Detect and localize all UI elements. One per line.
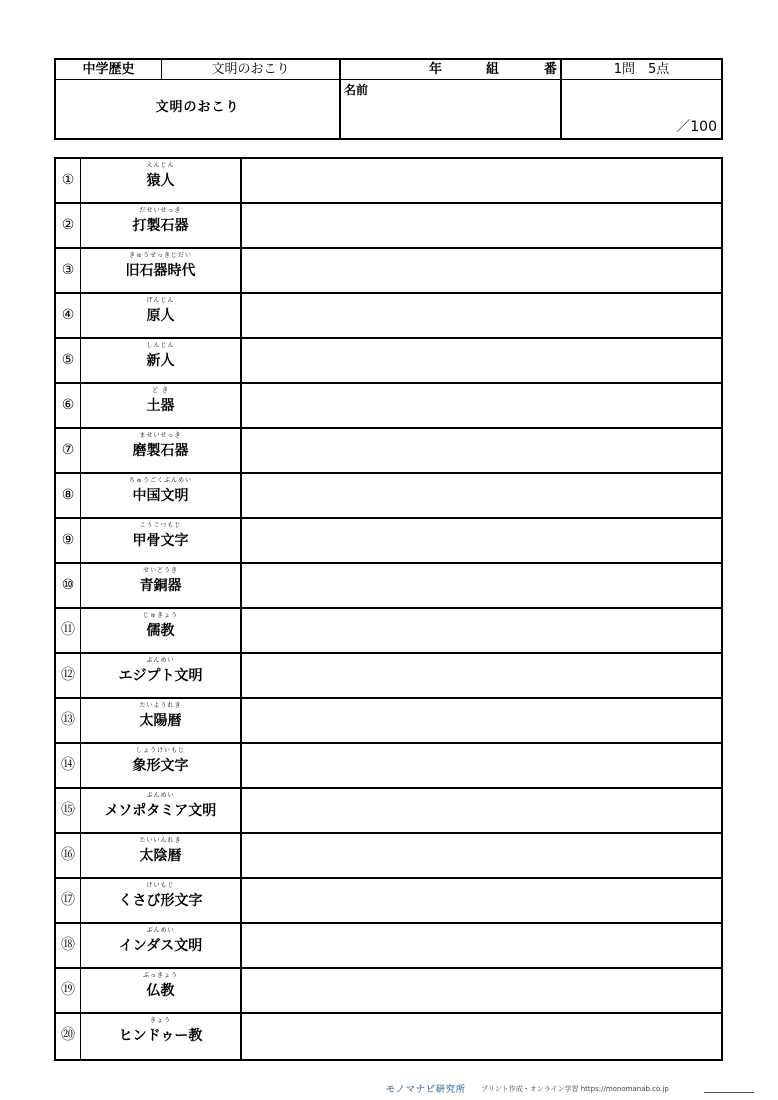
term-reading: ぶっきょう	[142, 972, 178, 979]
answer-field[interactable]	[242, 294, 721, 337]
term-text: 太陰暦	[139, 848, 182, 864]
term-text: 新人	[146, 353, 175, 369]
question-number: ⑬	[56, 699, 81, 742]
question-number: ⑧	[56, 474, 81, 517]
question-number: ⑩	[56, 564, 81, 607]
answer-field[interactable]	[242, 519, 721, 562]
brand-logo: モノマナビ研究所	[386, 1085, 466, 1095]
term-reading: ど き	[152, 387, 169, 394]
answer-field[interactable]	[242, 159, 721, 202]
answer-field[interactable]	[242, 564, 721, 607]
name-label: 名前	[344, 83, 369, 97]
term-text: エジプト文明	[118, 668, 203, 684]
name-field[interactable]	[341, 80, 562, 138]
term-reading: えんじん	[146, 162, 175, 169]
question-number: ③	[56, 249, 81, 292]
question-number: ⑳	[56, 1014, 81, 1059]
question-term	[81, 474, 242, 517]
question-number: ①	[56, 159, 81, 202]
question-term	[81, 384, 242, 427]
table-row	[56, 474, 721, 519]
term-text: 象形文字	[132, 758, 189, 774]
question-term	[81, 969, 242, 1012]
table-row	[56, 339, 721, 384]
table-row	[56, 1014, 721, 1059]
term-text: 儒教	[146, 623, 175, 639]
table-row	[56, 204, 721, 249]
question-term	[81, 699, 242, 742]
table-row	[56, 789, 721, 834]
answer-field[interactable]	[242, 789, 721, 832]
answer-field[interactable]	[242, 339, 721, 382]
question-number: ⑰	[56, 879, 81, 922]
answer-field[interactable]	[242, 384, 721, 427]
term-text: 旧石器時代	[125, 263, 196, 279]
term-reading: きゅうせっきじだい	[129, 252, 192, 259]
score-total: ／100	[676, 119, 717, 135]
table-row	[56, 924, 721, 969]
term-reading: ぶんめい	[146, 792, 175, 799]
question-term	[81, 789, 242, 832]
term-text: インダス文明	[118, 938, 203, 954]
question-term	[81, 744, 242, 787]
page-title: 文明のおこり	[56, 80, 341, 138]
question-term	[81, 519, 242, 562]
worksheet-header	[54, 58, 723, 140]
table-row	[56, 519, 721, 564]
table-row	[56, 744, 721, 789]
question-number: ⑥	[56, 384, 81, 427]
year-label: 年	[429, 62, 443, 77]
question-term	[81, 339, 242, 382]
term-text: くさび形文字	[118, 893, 203, 909]
question-number: ⑭	[56, 744, 81, 787]
term-text: 磨製石器	[132, 443, 189, 459]
term-text: 仏教	[146, 983, 175, 999]
table-row	[56, 969, 721, 1014]
table-row	[56, 609, 721, 654]
class-field[interactable]	[341, 60, 562, 80]
term-reading: ませいせっき	[139, 432, 182, 439]
question-number: ⑮	[56, 789, 81, 832]
term-reading: じゅきょう	[142, 612, 178, 619]
term-reading: だせいせっき	[139, 207, 182, 214]
question-term	[81, 609, 242, 652]
number-label: 番	[544, 62, 558, 77]
answer-field[interactable]	[242, 879, 721, 922]
answer-field[interactable]	[242, 204, 721, 247]
term-reading: きょう	[149, 1017, 171, 1024]
question-number: ⑤	[56, 339, 81, 382]
answer-field[interactable]	[242, 474, 721, 517]
answer-field[interactable]	[242, 609, 721, 652]
group-label: 組	[486, 62, 500, 77]
answer-field[interactable]	[242, 654, 721, 697]
question-term	[81, 429, 242, 472]
answer-field[interactable]	[242, 924, 721, 967]
question-number: ⑲	[56, 969, 81, 1012]
term-reading: げんじん	[146, 297, 175, 304]
term-text: 猿人	[146, 173, 175, 189]
term-text: 青銅器	[139, 578, 182, 594]
table-row	[56, 564, 721, 609]
footer-rule	[704, 1086, 754, 1093]
question-number: ⑦	[56, 429, 81, 472]
question-term	[81, 654, 242, 697]
answer-field[interactable]	[242, 249, 721, 292]
answer-field[interactable]	[242, 834, 721, 877]
term-text: 甲骨文字	[132, 533, 189, 549]
table-row	[56, 429, 721, 474]
footer	[386, 1082, 778, 1100]
term-reading: けいもじ	[146, 882, 175, 889]
term-text: メソポタミア文明	[104, 803, 217, 819]
score-field[interactable]	[562, 80, 721, 138]
term-text: 原人	[146, 308, 175, 324]
question-number: ⑨	[56, 519, 81, 562]
term-reading: ちゅうごくぶんめい	[128, 477, 192, 484]
question-term	[81, 1014, 242, 1059]
question-term	[81, 834, 242, 877]
question-term	[81, 879, 242, 922]
term-reading: こうこつもじ	[139, 522, 182, 529]
term-text: 打製石器	[132, 218, 189, 234]
table-row	[56, 879, 721, 924]
footer-url: プリント作成・オンライン学習 https://monomanab.co.jp	[481, 1085, 669, 1093]
question-table	[54, 157, 723, 1061]
topic-label: 文明のおこり	[162, 60, 341, 80]
term-reading: しんじん	[146, 342, 175, 349]
table-row	[56, 699, 721, 744]
question-number: ⑱	[56, 924, 81, 967]
term-reading: せいどうき	[142, 567, 178, 574]
term-reading: たいいんれき	[139, 837, 182, 844]
term-reading: たいようれき	[139, 702, 182, 709]
points-per-question: 1問 5点	[562, 60, 721, 80]
table-row	[56, 834, 721, 879]
term-text: 太陽暦	[139, 713, 182, 729]
answer-field[interactable]	[242, 699, 721, 742]
term-reading: ぶんめい	[146, 927, 175, 934]
term-text: 中国文明	[132, 488, 189, 504]
answer-field[interactable]	[242, 969, 721, 1012]
question-number: ⑯	[56, 834, 81, 877]
question-term	[81, 249, 242, 292]
subject-label: 中学歴史	[56, 60, 162, 80]
table-row	[56, 294, 721, 339]
question-number: ⑫	[56, 654, 81, 697]
question-number: ④	[56, 294, 81, 337]
question-term	[81, 294, 242, 337]
table-row	[56, 249, 721, 294]
term-text: 土器	[146, 398, 175, 414]
question-term	[81, 159, 242, 202]
table-row	[56, 384, 721, 429]
answer-field[interactable]	[242, 429, 721, 472]
answer-field[interactable]	[242, 744, 721, 787]
question-number: ②	[56, 204, 81, 247]
term-text: ヒンドゥー教	[118, 1028, 203, 1044]
question-term	[81, 564, 242, 607]
answer-field[interactable]	[242, 1014, 721, 1059]
question-term	[81, 204, 242, 247]
question-term	[81, 924, 242, 967]
table-row	[56, 159, 721, 204]
question-number: ⑪	[56, 609, 81, 652]
table-row	[56, 654, 721, 699]
term-reading: しょうけいもじ	[135, 747, 185, 754]
term-reading: ぶんめい	[146, 657, 175, 664]
